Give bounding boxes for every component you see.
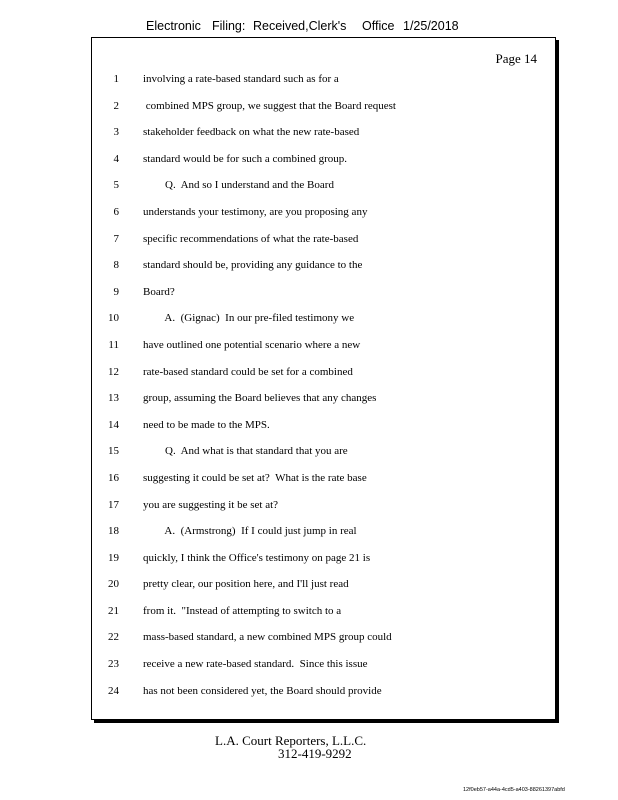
line-text: A. (Gignac) In our pre-filed testimony we <box>143 312 355 325</box>
transcript-line <box>92 522 555 549</box>
transcript-line <box>92 150 555 177</box>
line-text: pretty clear, our position here, and I'll just read <box>143 578 349 591</box>
line-number: 22 <box>108 631 119 644</box>
line-number: 24 <box>108 684 119 697</box>
stamp-electronic: Electronic <box>146 19 201 33</box>
line-text: Q. And so I understand and the Board <box>143 179 334 192</box>
line-text: involving a rate-based standard such as for a <box>143 73 339 85</box>
line-text: standard should be, providing any guidance to the <box>143 259 363 272</box>
line-text: specific recommendations of what the rate-based <box>143 232 359 245</box>
line-number: 17 <box>108 498 119 511</box>
stamp-date: 1/25/2018 <box>403 19 459 33</box>
transcript-line <box>92 176 555 203</box>
transcript-line <box>92 628 555 655</box>
line-number: 11 <box>108 338 119 351</box>
line-number: 4 <box>113 152 119 165</box>
line-text: A. (Armstrong) If I could just jump in real <box>143 525 357 538</box>
line-number: 23 <box>108 658 119 671</box>
stamp-received: Received,Clerk's <box>253 19 347 33</box>
line-number: 5 <box>113 179 119 192</box>
line-text: Board? <box>143 285 175 298</box>
line-number: 20 <box>108 578 119 591</box>
transcript-line <box>92 123 555 150</box>
transcript-line <box>92 230 555 257</box>
transcript-page <box>91 37 556 720</box>
line-number: 8 <box>113 259 119 272</box>
line-text: has not been considered yet, the Board should provide <box>143 684 382 697</box>
transcript-line <box>92 363 555 390</box>
transcript-line <box>92 416 555 443</box>
line-number: 6 <box>113 205 119 218</box>
line-number: 18 <box>108 525 119 538</box>
line-text: have outlined one potential scenario where a new <box>143 338 361 351</box>
line-text: stakeholder feedback on what the new rate-based <box>143 126 360 139</box>
document-id: 12f0eb57-a44a-4cd5-a403-88261397abfd <box>463 787 565 793</box>
transcript-line <box>92 97 555 124</box>
transcript-line <box>92 442 555 469</box>
court-reporter-name: L.A. Court Reporters, L.L.C. <box>215 733 367 748</box>
line-number: 3 <box>113 126 119 139</box>
transcript-line <box>92 469 555 496</box>
line-number: 9 <box>113 285 119 298</box>
line-text: mass-based standard, a new combined MPS group could <box>143 631 392 644</box>
stamp-filing: Filing: <box>212 19 246 33</box>
line-number: 10 <box>108 312 119 325</box>
line-number: 12 <box>108 365 119 378</box>
line-number: 2 <box>113 99 119 112</box>
transcript-line <box>92 496 555 523</box>
transcript-line <box>92 682 555 709</box>
transcript-line <box>92 309 555 336</box>
page-number: Page 14 <box>495 51 537 66</box>
transcript-line <box>92 389 555 416</box>
line-text: understands your testimony, are you proposing any <box>143 205 368 218</box>
line-text: standard would be for such a combined group. <box>143 152 348 165</box>
line-text: group, assuming the Board believes that any changes <box>143 392 377 405</box>
line-text: rate-based standard could be set for a combined <box>143 365 353 378</box>
line-text: Q. And what is that standard that you are <box>143 445 348 458</box>
line-number: 16 <box>108 471 119 484</box>
transcript-line <box>92 203 555 230</box>
transcript-line <box>92 256 555 283</box>
transcript-line <box>92 602 555 629</box>
transcript-line <box>92 283 555 310</box>
line-number: 15 <box>108 445 119 458</box>
line-text: receive a new rate-based standard. Since this issue <box>143 658 368 671</box>
transcript-line <box>92 549 555 576</box>
line-text: quickly, I think the Office's testimony on page 21 is <box>143 551 371 564</box>
line-number: 13 <box>108 392 119 405</box>
line-number: 21 <box>108 604 119 617</box>
line-number: 14 <box>108 418 119 431</box>
transcript-lines <box>92 70 555 708</box>
line-number: 1 <box>113 73 119 85</box>
transcript-line <box>92 336 555 363</box>
line-text: suggesting it could be set at? What is the rate base <box>143 471 367 484</box>
line-text: from it. "Instead of attempting to switch to a <box>143 604 342 617</box>
transcript-line <box>92 575 555 602</box>
line-text: you are suggesting it be set at? <box>143 498 279 511</box>
line-number: 7 <box>113 232 119 245</box>
line-text: combined MPS group, we suggest that the Board request <box>143 99 396 112</box>
stamp-office: Office <box>362 19 395 33</box>
transcript-line <box>92 655 555 682</box>
court-reporter-phone: 312-419-9292 <box>278 746 352 761</box>
line-text: need to be made to the MPS. <box>143 418 270 431</box>
line-number: 19 <box>108 551 119 564</box>
transcript-line <box>92 70 555 97</box>
